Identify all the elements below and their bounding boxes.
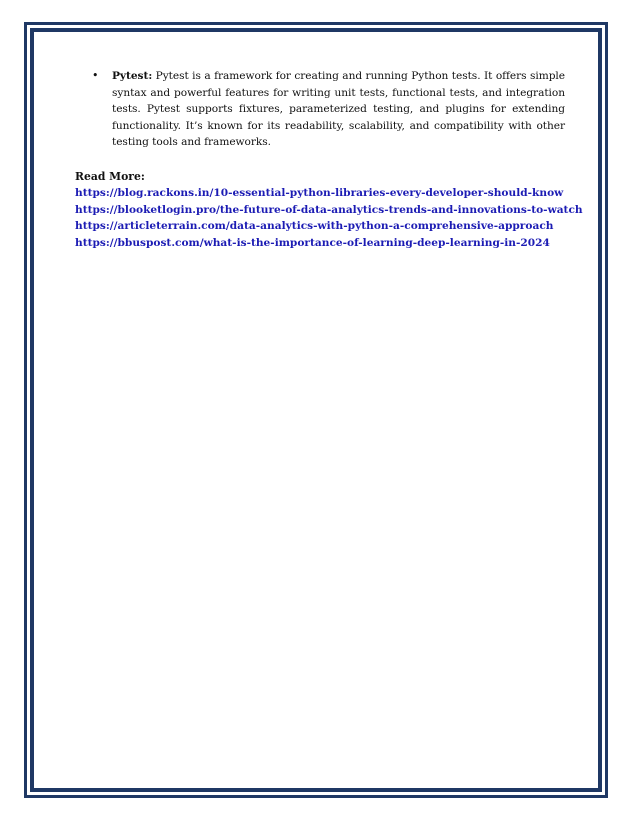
read-more-link[interactable]: https://blog.rackons.in/10-essential-python-libraries-every-developer-should-know [75, 187, 564, 199]
read-more-link[interactable]: https://articleterrain.com/data-analytics-with-python-a-comprehensive-approach [75, 220, 554, 232]
bullet-term: Pytest: [112, 70, 153, 82]
bullet-item-pytest [75, 68, 565, 151]
page-content [75, 68, 583, 251]
read-more-link[interactable]: https://bbuspost.com/what-is-the-importance-of-learning-deep-learning-in-2024 [75, 236, 550, 249]
read-more-heading: Read More: [75, 169, 145, 183]
bullet-description: Pytest is a framework for creating and running Python tests. It offers simple syntax and powerful features for writing unit tests, functional tests, and integration tests. Pytest supports fixtures, parameterized testing, and plugins for extending functionality. It’s known for its readability, scalability, and compatibility with other testing tools and frameworks. [112, 70, 565, 148]
read-more-link[interactable]: https://blooketlogin.pro/the-future-of-data-analytics-trends-and-innovations-to-watch [75, 203, 583, 216]
bullet-paragraph [112, 68, 565, 151]
bullet-marker: • [92, 69, 99, 82]
read-more-links [75, 185, 583, 251]
